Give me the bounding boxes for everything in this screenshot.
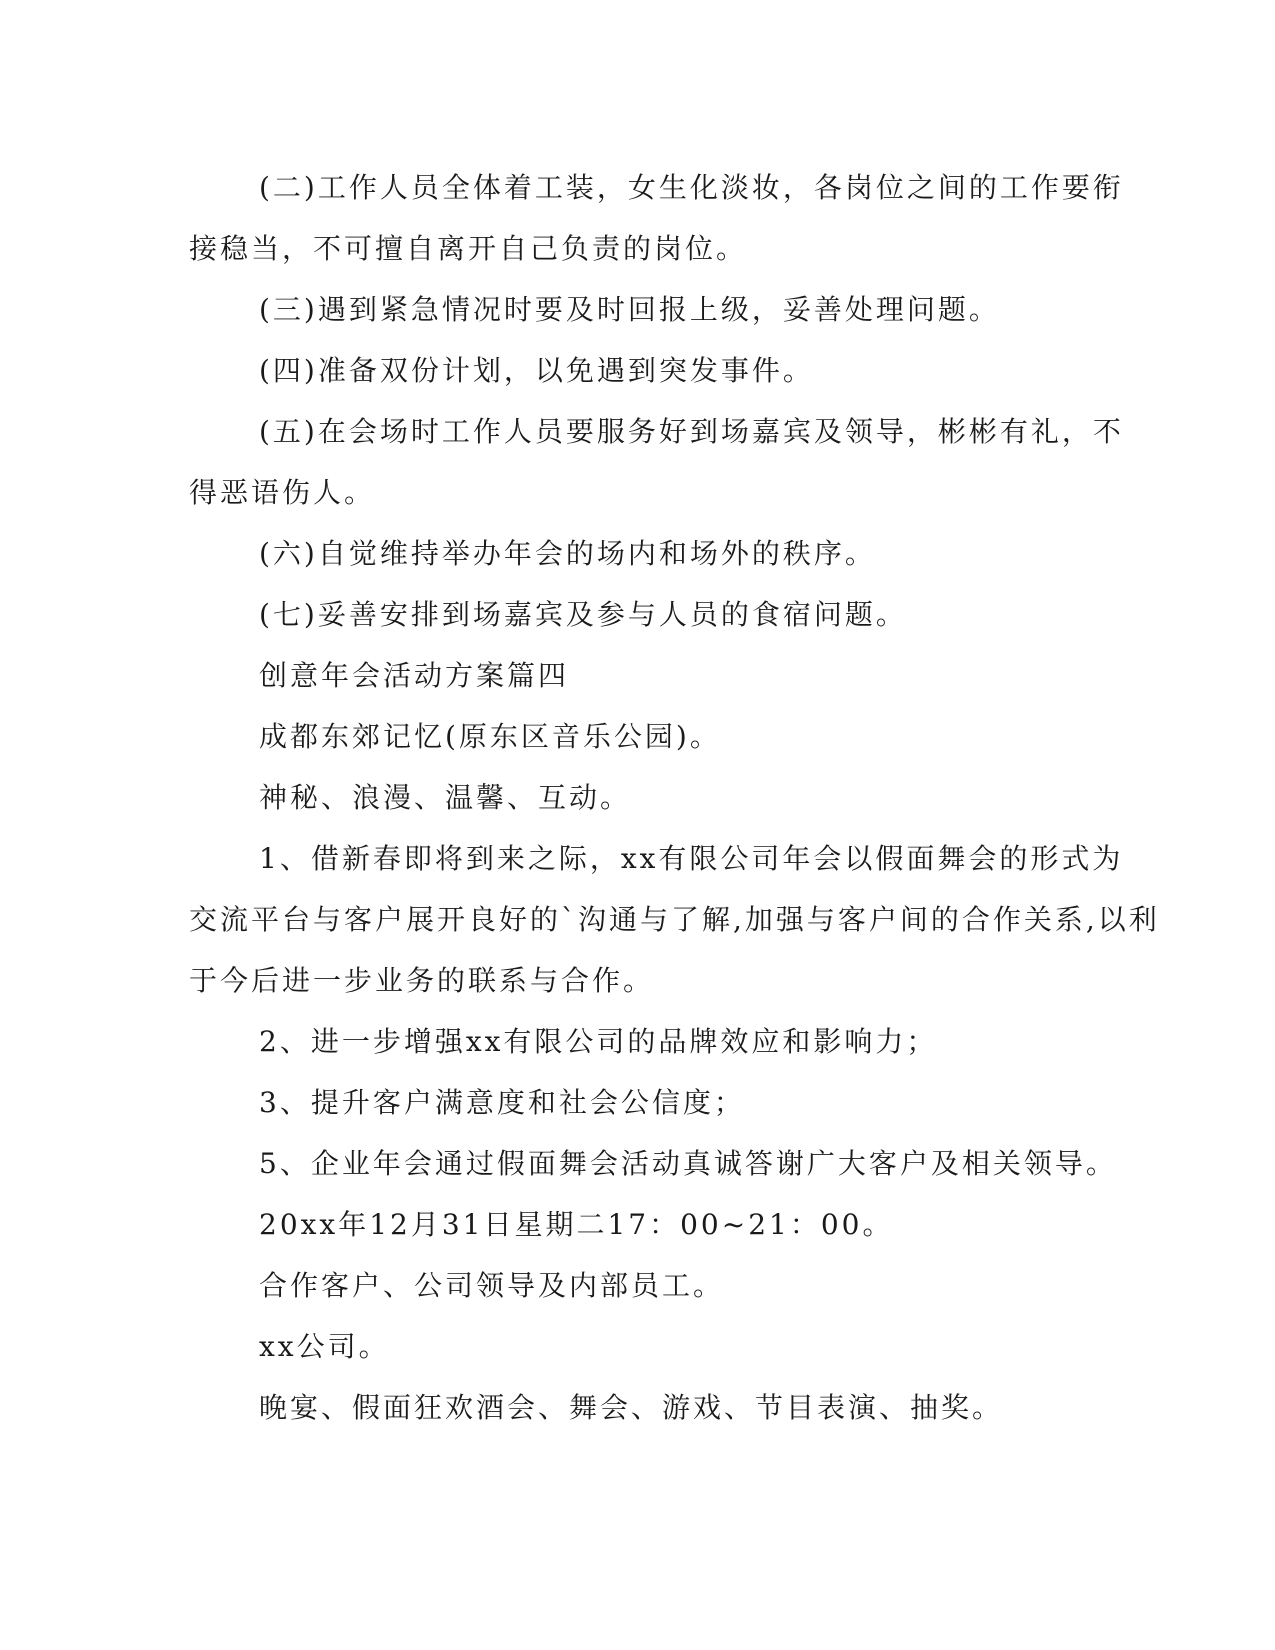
paragraph-line: (二)工作人员全体着工装，女生化淡妆，各岗位之间的工作要衔 <box>259 171 1124 204</box>
paragraph-line: 于今后进一步业务的联系与合作。 <box>189 964 655 997</box>
paragraph-line: 合作客户、公司领导及内部员工。 <box>259 1269 725 1302</box>
paragraph-line: xx公司。 <box>259 1330 390 1363</box>
paragraph-line: 接稳当，不可擅自离开自己负责的岗位。 <box>189 232 748 265</box>
paragraph-line: 交流平台与客户展开良好的`沟通与了解,加强与客户间的合作关系,以利 <box>189 903 1160 936</box>
paragraph-line: 3、提升客户满意度和社会公信度； <box>259 1086 745 1119</box>
paragraph-line: (三)遇到紧急情况时要及时回报上级，妥善处理问题。 <box>259 293 1000 326</box>
paragraph-line: (四)准备双份计划，以免遇到突发事件。 <box>259 354 814 387</box>
paragraph-line: 神秘、浪漫、温馨、互动。 <box>259 781 632 814</box>
section-heading: 创意年会活动方案篇四 <box>259 659 570 692</box>
paragraph-line: 晚宴、假面狂欢酒会、舞会、游戏、节目表演、抽奖。 <box>259 1391 1004 1424</box>
paragraph-line: (七)妥善安排到场嘉宾及参与人员的食宿问题。 <box>259 598 907 631</box>
paragraph-line: 成都东郊记忆(原东区音乐公园)。 <box>259 720 721 753</box>
paragraph-line: 5、企业年会通过假面舞会活动真诚答谢广大客户及相关领导。 <box>259 1147 1117 1180</box>
paragraph-line: 20xx年12月31日星期二17：00~21：00。 <box>259 1208 894 1241</box>
paragraph-line: 1、借新春即将到来之际，xx有限公司年会以假面舞会的形式为 <box>259 842 1124 875</box>
paragraph-line: (五)在会场时工作人员要服务好到场嘉宾及领导，彬彬有礼，不 <box>259 415 1124 448</box>
paragraph-line: 2、进一步增强xx有限公司的品牌效应和影响力； <box>259 1025 938 1058</box>
paragraph-line: (六)自觉维持举办年会的场内和场外的秩序。 <box>259 537 876 570</box>
paragraph-line: 得恶语伤人。 <box>189 476 376 509</box>
document-body <box>189 157 1160 1438</box>
